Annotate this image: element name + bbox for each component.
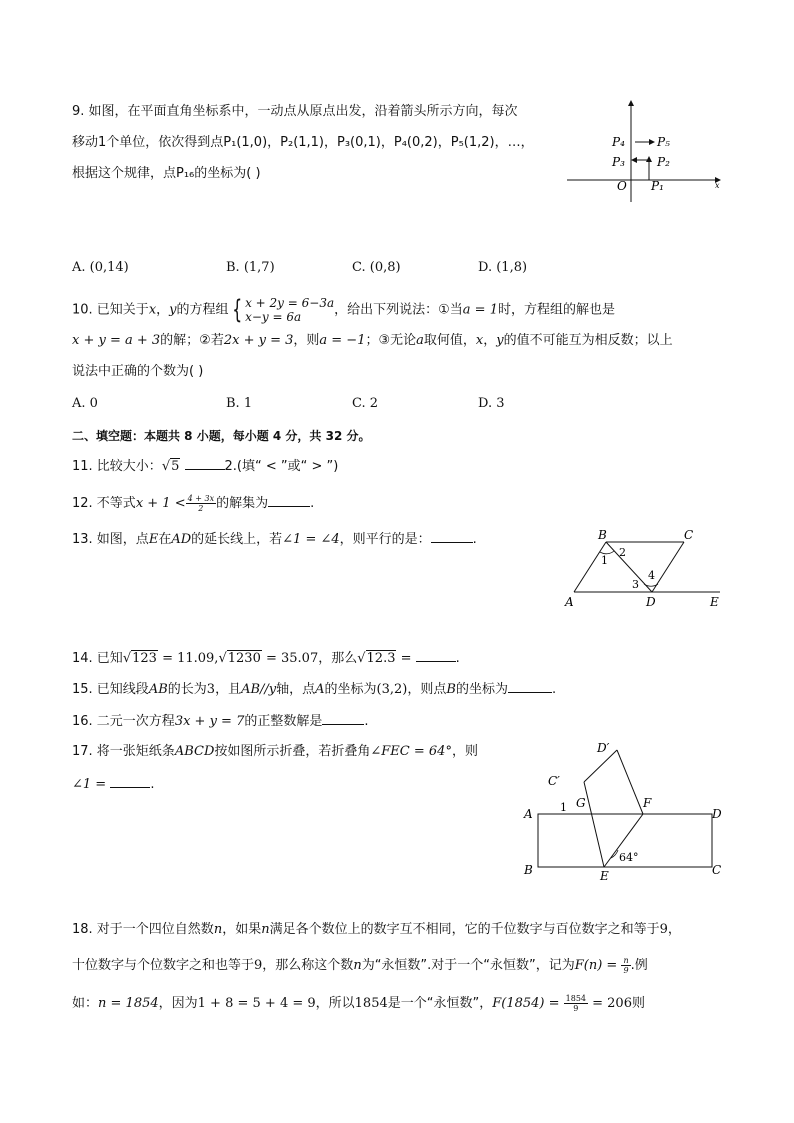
q11-sqrt-sign: √: [161, 459, 171, 474]
q9-line2: 移动1个单位，依次得到点P₁(1,0)，P₂(1,1)，P₃(0,1)，P₄(0,2)，P₅(1,2)，…，: [72, 135, 534, 150]
q15-a: A: [315, 682, 325, 697]
q18-text-1b: ，如果: [222, 922, 262, 937]
q14-value-2: = 35.07: [261, 651, 319, 666]
q12-fraction: [186, 494, 216, 513]
q18-result: = 206: [588, 996, 632, 1011]
q18-frac2-num: 1854: [565, 994, 586, 1003]
q15-end: .: [551, 682, 557, 697]
q13-answer-blank[interactable]: [431, 530, 473, 543]
q15-text-e: 的坐标为: [324, 682, 377, 697]
q17-label-g: G: [576, 796, 586, 810]
q18-fn: F(n) =: [574, 958, 622, 973]
q10-text2: ，则: [293, 333, 320, 348]
q15-coord: (3,2): [376, 682, 408, 697]
q14-radicand-1: 123: [132, 651, 157, 666]
q9-option-d: D. (1,8): [478, 260, 528, 275]
q14-end: .: [455, 651, 460, 666]
q13-text-a: 13. 如图，点: [72, 532, 149, 547]
q15-text-g: 的坐标为: [455, 682, 508, 697]
q18-sum: 1 + 8 = 5 + 4 = 9: [197, 996, 316, 1011]
q17-text-c: ，则: [451, 744, 478, 759]
q15: [72, 680, 556, 699]
q13-label-c: C: [684, 528, 694, 542]
q16: [72, 712, 369, 731]
q10-var-a: a: [416, 333, 424, 348]
q10-eq1: x + 2y = 6−3a: [245, 296, 335, 310]
q15-ab: AB: [148, 682, 168, 697]
q10-line3: 说法中正确的个数为( ): [72, 364, 204, 379]
q17-label-64: 64°: [619, 851, 639, 864]
q10-prefix: 10. 已知关于: [72, 302, 149, 318]
q14-text-a: 14. 已知: [72, 651, 123, 666]
q16-text-b: 的正整数解是: [244, 714, 323, 729]
q13-var-e: E: [148, 532, 159, 547]
q14-sqrt-sign-2: √: [218, 651, 227, 666]
q12-text-a: 12. 不等式: [72, 496, 136, 511]
q15-answer-blank[interactable]: [508, 680, 552, 693]
q14-value-1: = 11.09,: [157, 651, 219, 666]
q9-label-p3: P₃: [612, 155, 625, 169]
q18-frac-num: n: [623, 956, 629, 965]
q18-text-1c: 满足各个数位上的数字互不相同，它的千位数字与百位数字之和等于: [269, 922, 660, 937]
q18-n-1: n: [213, 922, 223, 937]
q10-line2: [72, 332, 673, 350]
q18-line2: [72, 956, 648, 975]
q18-line3: [72, 994, 645, 1013]
q10-a1: a = 1: [462, 302, 498, 318]
q18-text-1a: 18. 对于一个四位自然数: [72, 922, 214, 937]
q12-answer-blank[interactable]: [268, 494, 310, 507]
q17-angle: ∠FEC = 64°: [370, 744, 452, 759]
q18-1854: 1854: [354, 996, 388, 1011]
q10-after2: 时，方程组的解也是: [497, 302, 615, 318]
q12-expr: x + 1 <: [135, 496, 186, 511]
q17-label-a: A: [524, 807, 533, 821]
q13-label-e: E: [710, 595, 719, 609]
q13: [72, 530, 477, 549]
q18-text-3a: 如：: [72, 996, 99, 1011]
q10-text4: 取何值，: [423, 333, 476, 348]
q10-text1: 的解；②若: [160, 333, 224, 348]
q15-parallel: AB//y: [241, 682, 277, 697]
q18-text-2d: .例: [630, 958, 648, 973]
q18-frac-den: 9: [623, 966, 629, 975]
q14-text-b: ，那么: [318, 651, 358, 666]
q15-text-c: ，且: [215, 682, 242, 697]
q10-eq2: x−y = 6a: [245, 310, 302, 324]
q12-end: .: [310, 496, 315, 511]
q17-line1: [72, 743, 478, 761]
q9-option-a: A. (0,14): [72, 260, 129, 275]
q13-label-b: B: [598, 528, 607, 542]
q17-label-b: B: [524, 863, 533, 877]
q9-coordinate-figure: [565, 98, 725, 210]
q10-var-y: y: [169, 302, 177, 318]
q10-option-d: D. 3: [478, 396, 505, 411]
q9-label-origin: O: [617, 179, 627, 193]
q14-sqrt-sign-1: √: [122, 651, 132, 666]
q10-var-x: x: [148, 302, 157, 318]
q18-nine-2: 9: [254, 958, 263, 973]
q9-label-x: x: [715, 181, 720, 190]
q10-option-b: B. 1: [226, 396, 253, 411]
q13-text-b: 在: [158, 532, 172, 547]
q14-radicand-2: 1230: [227, 651, 261, 666]
q11: [72, 457, 338, 476]
q18-text-1d: ，: [667, 922, 681, 937]
q11-text-b: 2.(填“ < ”或“ > ”): [224, 459, 339, 474]
q12-numerator: 4 + 3x: [187, 494, 215, 503]
q15-text-d: 轴，点: [276, 682, 316, 697]
q10-system-text: 的方程组: [176, 302, 229, 318]
q9-line1: 9. 如图，在平面直角坐标系中，一动点从原点出发，沿着箭头所示方向，每次: [72, 104, 518, 119]
q15-three: 3: [206, 682, 216, 697]
q18-n-2: n: [261, 922, 270, 937]
q17-label-cprime: C′: [548, 774, 560, 788]
q13-label-a: A: [565, 595, 574, 609]
q10-brace: {: [231, 295, 242, 325]
q10-comma: ，: [156, 302, 170, 318]
q15-text-a: 15. 已知线段: [72, 682, 149, 697]
q18-text-3e: 则: [631, 996, 645, 1011]
section-2-heading: 二、填空题：本题共 8 小题，每小题 4 分，共 32 分。: [72, 429, 371, 443]
q16-text-a: 16. 二元一次方程: [72, 714, 175, 729]
q18-frac2-den: 9: [573, 1004, 579, 1013]
q10-option-c: C. 2: [352, 396, 379, 411]
q11-radicand: 5: [171, 459, 180, 474]
q18-text-3b: ，因为: [158, 996, 198, 1011]
q13-label-d: D: [646, 595, 656, 609]
q13-text-d: ，则平行的是：: [339, 532, 431, 547]
q9-option-c: C. (0,8): [352, 260, 401, 275]
q16-equation: 3x + y = 7: [174, 714, 245, 729]
q13-text-c: 的延长线上，若: [191, 532, 283, 547]
q13-var-ad: AD: [171, 532, 192, 547]
q14-sqrt-sign-3: √: [357, 651, 366, 666]
q18-fraction-2: [564, 994, 588, 1013]
q18-text-2c: 为“永恒数”.对于一个“永恒数”，记为: [361, 958, 575, 973]
q13-end: .: [472, 532, 477, 547]
q18-n1854: n = 1854: [98, 996, 159, 1011]
q9-line3: 根据这个规律，点P₁₆的坐标为( ): [72, 166, 261, 181]
q16-end: .: [364, 714, 369, 729]
q18-line1: [72, 921, 681, 939]
q9-label-p4: P₄: [612, 135, 625, 149]
q14: [72, 649, 460, 668]
q12-text-b: 的解集为: [216, 496, 269, 511]
q17-end: .: [150, 777, 155, 792]
q17-abcd: ABCD: [174, 744, 215, 759]
q17-folded-strip-figure: [520, 738, 730, 886]
q9-option-b: B. (1,7): [226, 260, 275, 275]
q15-text-b: 的长为: [167, 682, 207, 697]
q18-f1854: F(1854) =: [492, 996, 564, 1011]
q10-text6: 的值不可能互为相反数；以上: [503, 333, 673, 348]
q17-label-dprime: D′: [597, 741, 610, 755]
q17-label-1: 1: [560, 801, 567, 814]
q10-text5: ，: [483, 333, 497, 348]
q10-line1: [72, 296, 615, 324]
q17-label-d: D: [712, 807, 722, 821]
q15-text-f: ，则点: [407, 682, 447, 697]
q9-label-p5: P₅: [657, 135, 670, 149]
q18-text-2a: 十位数字与个位数字之和也等于: [72, 958, 255, 973]
q18-text-2b: ，那么称这个数: [262, 958, 354, 973]
q17-line2: [72, 775, 154, 794]
q10-expr3: a = −1: [319, 333, 366, 348]
q18-text-3d: 是一个“永恒数”，: [387, 996, 493, 1011]
q17-label-f: F: [643, 796, 652, 810]
q10-option-a: A. 0: [72, 396, 98, 411]
q18-n-3: n: [353, 958, 362, 973]
q16-answer-blank[interactable]: [322, 712, 364, 725]
q13-angles: ∠1 = ∠4: [282, 532, 340, 547]
q13-label-4: 4: [648, 569, 655, 582]
q17-label-e: E: [600, 869, 609, 883]
q12: [72, 494, 314, 513]
q17-answer-blank[interactable]: [110, 775, 150, 788]
q11-text-a: 11. 比较大小：: [72, 459, 162, 474]
q10-after: ，给出下列说法：①当: [334, 302, 463, 318]
q14-value-3: =: [396, 651, 416, 666]
q9-label-p1: P₁: [651, 179, 664, 193]
q10-expr1: x + y = a + 3: [72, 333, 161, 348]
q18-fraction: [621, 956, 630, 975]
q13-label-2: 2: [619, 546, 626, 559]
q10-text3: ；③无论: [365, 333, 417, 348]
q13-label-1: 1: [601, 554, 608, 567]
q14-radicand-3: 12.3: [366, 651, 396, 666]
q10-expr2: 2x + y = 3: [223, 333, 294, 348]
q10-var-x2: x: [475, 333, 484, 348]
q17-text-a: 17. 将一张矩纸条: [72, 744, 175, 759]
q17-angle1: ∠1 =: [72, 777, 111, 792]
q9-label-p2: P₂: [657, 155, 670, 169]
q17-label-c: C: [712, 863, 722, 877]
q10-var-y2: y: [496, 333, 504, 348]
q17-text-b: 按如图所示折叠，若折叠角: [214, 744, 371, 759]
q15-b: B: [446, 682, 456, 697]
q13-label-3: 3: [632, 578, 639, 591]
q18-nine-1: 9: [659, 922, 668, 937]
q12-denominator: 2: [198, 504, 204, 513]
q13-parallelogram-figure: [560, 526, 728, 610]
q18-text-3c: ，所以: [315, 996, 355, 1011]
q10-system: [245, 296, 334, 324]
q11-answer-blank[interactable]: [185, 457, 225, 470]
q14-answer-blank[interactable]: [416, 649, 456, 662]
